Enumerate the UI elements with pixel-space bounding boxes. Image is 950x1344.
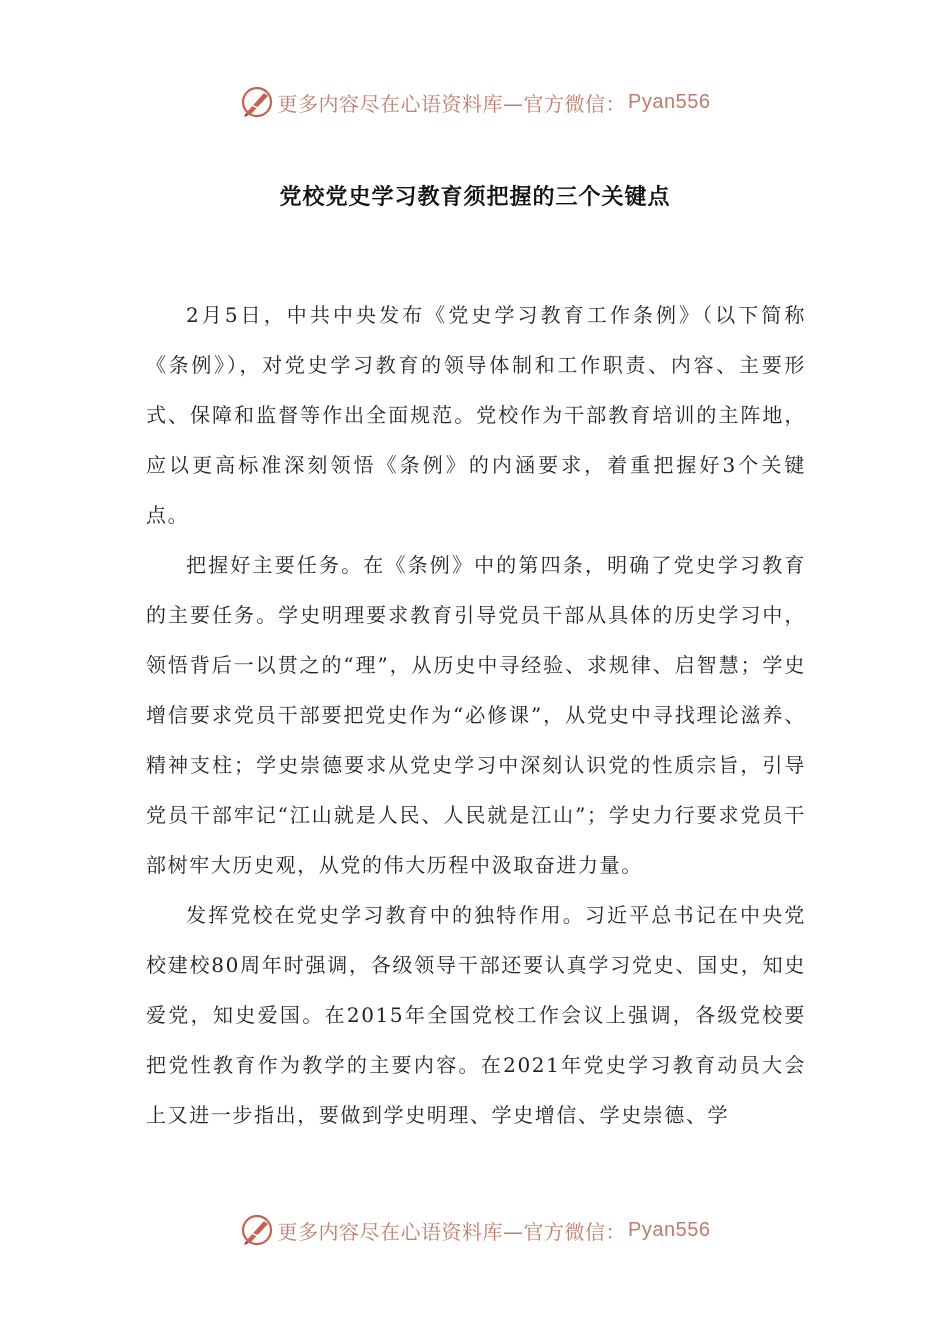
footer-watermark-banner bbox=[0, 1208, 950, 1252]
wechat-id: Pyan556 bbox=[628, 90, 711, 113]
pen-logo-icon bbox=[240, 85, 274, 119]
header-watermark-banner bbox=[0, 80, 950, 124]
document-title: 党校党史学习教育须把握的三个关键点 bbox=[279, 185, 671, 210]
paragraph-1: 2月5日，中共中央发布《党史学习教育工作条例》（以下简称《条例》），对党史学习教育的领导体制和工作职责、内容、主要形式、保障和监督等作出全面规范。党校作为干部教育培训的主阵地，应以更高标准深刻领悟《条例》的内涵要求，着重把握好3个关键点。 bbox=[146, 303, 806, 527]
pen-logo-icon bbox=[240, 1213, 274, 1247]
paragraph-3: 发挥党校在党史学习教育中的独特作用。习近平总书记在中央党校建校80周年时强调，各级领导干部还要认真学习党史、国史，知史爱党，知史爱国。在2015年全国党校工作会议上强调，各级党校要把党性教育作为教学的主要内容。在2021年党史学习教育动员大会上又进一步指出，要做到学史明理、学史增信、学史崇德、学 bbox=[146, 903, 806, 1127]
banner-text: 更多内容尽在心语资料库—官方微信： bbox=[277, 1219, 627, 1244]
document-body bbox=[146, 290, 806, 1140]
banner-text: 更多内容尽在心语资料库—官方微信： bbox=[277, 91, 627, 116]
wechat-id: Pyan556 bbox=[628, 1218, 711, 1241]
paragraph-2: 把握好主要任务。在《条例》中的第四条，明确了党史学习教育的主要任务。学史明理要求教育引导党员干部从具体的历史学习中，领悟背后一以贯之的“理”，从历史中寻经验、求规律、启智慧；学史增信要求党员干部要把党史作为“必修课”，从党史中寻找理论滋养、精神支柱；学史崇德要求从党史学习中深刻认识党的性质宗旨，引导党员干部牢记“江山就是人民、人民就是江山”；学史力行要求党员干部树牢大历史观，从党的伟大历程中汲取奋进力量。 bbox=[146, 553, 806, 877]
